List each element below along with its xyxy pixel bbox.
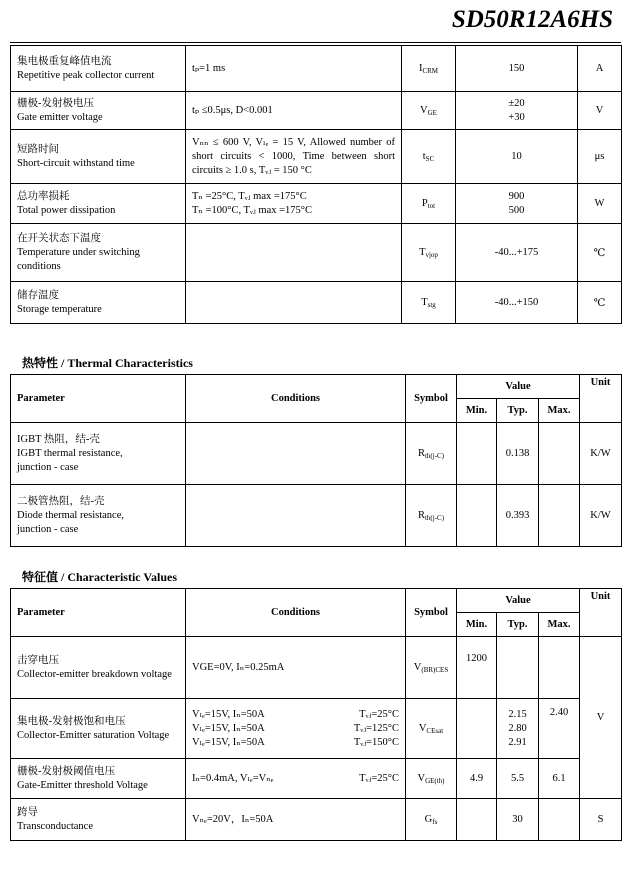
rating-row (11, 92, 622, 130)
rating-value: 10 (456, 130, 578, 184)
thermal-max (539, 485, 580, 547)
rating-symbol (402, 282, 456, 324)
rating-symbol-sub: CRM (422, 66, 439, 75)
condition-line (192, 722, 399, 736)
thermal-parameter (11, 485, 186, 547)
char-row (11, 799, 622, 841)
rating-symbol-base: t (422, 150, 426, 162)
thermal-col-unit: Unit (580, 375, 622, 423)
rating-unit: W (578, 184, 622, 224)
char-symbol (406, 637, 457, 699)
condition-text: Vₗₑ=15V, Iₙ=50A (192, 708, 265, 720)
characteristic-heading: 特征值 / Characteristic Values (22, 570, 177, 584)
char-typ: 2.15 2.80 2.91 (497, 699, 539, 759)
rating-row (11, 130, 622, 184)
char-conditions (186, 699, 406, 759)
condition-text: Iₙ=0.4mA, Vₗₑ=Vₙₑ (192, 772, 274, 784)
rating-symbol (402, 92, 456, 130)
char-max (539, 637, 580, 699)
char-typ: 30 (497, 799, 539, 841)
rating-symbol (402, 130, 456, 184)
thermal-max (539, 423, 580, 485)
rating-conditions: tₚ=1 ms (186, 46, 402, 92)
char-col-unit: Unit (580, 589, 622, 637)
rating-symbol-base: I (418, 62, 423, 74)
condition-text: Vₙₑ=20V，Iₙ=50A (192, 813, 274, 825)
char-symbol-sub: (BR)CES (421, 665, 449, 674)
param-cn: 集电极-发射极饱和电压 (17, 715, 126, 727)
param-en: Storage temperature (17, 303, 102, 315)
param-cn: 栅极-发射极阈值电压 (17, 765, 115, 777)
param-en: Gate emitter voltage (17, 111, 103, 123)
thermal-typ: 0.138 (497, 423, 539, 485)
param-en: Short-circuit withstand time (17, 157, 135, 169)
char-symbol-base: V (418, 722, 427, 734)
rating-parameter (11, 282, 186, 324)
rating-conditions (186, 282, 402, 324)
thermal-heading: 热特性 / Thermal Characteristics (22, 356, 193, 370)
thermal-col-symbol: Symbol (406, 375, 457, 423)
param-en: Transconductance (17, 820, 94, 832)
thermal-col-conditions: Conditions (186, 375, 406, 423)
char-col-symbol: Symbol (406, 589, 457, 637)
rating-parameter (11, 46, 186, 92)
rating-symbol-sub: tot (427, 201, 436, 210)
char-conditions (186, 799, 406, 841)
rating-value: ±20 +30 (456, 92, 578, 130)
rating-symbol-sub: stg (427, 300, 436, 309)
char-parameter (11, 699, 186, 759)
thermal-conditions (186, 423, 406, 485)
char-min (457, 699, 497, 759)
rating-row (11, 184, 622, 224)
thermal-col-value: Value (457, 375, 580, 399)
thermal-col-max: Max. (539, 399, 580, 423)
char-row (11, 759, 622, 799)
param-en: Temperature under switching conditions (17, 246, 140, 272)
thermal-table (10, 374, 622, 547)
rating-unit: A (578, 46, 622, 92)
char-symbol-sub: CEsat (426, 726, 444, 735)
rating-symbol-sub: vjop (425, 250, 438, 259)
thermal-col-parameter: Parameter (11, 375, 186, 423)
thermal-conditions (186, 485, 406, 547)
char-symbol (406, 799, 457, 841)
rating-symbol (402, 46, 456, 92)
rating-unit: μs (578, 130, 622, 184)
rating-row (11, 282, 622, 324)
rating-parameter (11, 184, 186, 224)
thermal-row (11, 423, 622, 485)
condition-text: Vₗₑ=15V, Iₙ=50A (192, 722, 265, 734)
char-typ (497, 637, 539, 699)
char-symbol-sub: GE(th) (425, 776, 445, 785)
char-col-parameter: Parameter (11, 589, 186, 637)
char-min: 4.9 (457, 759, 497, 799)
thermal-symbol (406, 423, 457, 485)
param-en: junction - case (17, 461, 79, 473)
thermal-col-typ: Typ. (497, 399, 539, 423)
rating-symbol-base: P (421, 197, 428, 209)
param-cn: 在开关状态下温度 (17, 232, 101, 244)
thermal-col-min: Min. (457, 399, 497, 423)
param-en: Collector-Emitter saturation Voltage (17, 729, 170, 741)
param-en: Diode thermal resistance, (17, 509, 124, 521)
param-cn: 总功率损耗 (17, 190, 70, 202)
condition-line (192, 661, 399, 675)
char-parameter (11, 759, 186, 799)
char-min (457, 799, 497, 841)
char-unit: S (580, 799, 622, 841)
char-row (11, 637, 622, 699)
rating-conditions (186, 224, 402, 282)
param-cn: 跨导 (17, 806, 38, 818)
char-parameter (11, 637, 186, 699)
rating-value: 150 (456, 46, 578, 92)
thermal-unit: K/W (580, 423, 622, 485)
param-cn: 二极管热阻，结-壳 (17, 495, 105, 507)
rating-symbol-sub: SC (425, 154, 435, 163)
condition-line (192, 736, 399, 750)
param-cn: 集电极重复峰值电流 (17, 55, 112, 67)
thermal-min (457, 423, 497, 485)
rating-unit: ℃ (578, 282, 622, 324)
rating-unit: V (578, 92, 622, 130)
char-unit-v: V (580, 637, 622, 799)
char-max: 2.40 (539, 699, 580, 759)
char-symbol-base: V (417, 772, 426, 784)
param-cn: 击穿电压 (17, 654, 59, 666)
thermal-symbol (406, 485, 457, 547)
thermal-symbol-sub: th(j-C) (424, 451, 445, 460)
char-parameter (11, 799, 186, 841)
title-rule (10, 42, 621, 43)
characteristic-table (10, 588, 622, 841)
param-cn: 短路时间 (17, 143, 59, 155)
char-symbol (406, 759, 457, 799)
param-cn: 储存温度 (17, 289, 59, 301)
param-cn: IGBT 热阻，结-壳 (17, 433, 100, 445)
param-cn: 栅极-发射极电压 (17, 97, 94, 109)
thermal-symbol-sub: th(j-C) (424, 513, 445, 522)
thermal-typ: 0.393 (497, 485, 539, 547)
rating-value: 900 500 (456, 184, 578, 224)
condition-line (192, 772, 399, 786)
rating-value: -40...+175 (456, 224, 578, 282)
condition-text: Vₗₑ=15V, Iₙ=50A (192, 736, 265, 748)
condition-temp: Tᵥⱼ=25°C (359, 772, 399, 784)
char-symbol-base: G (424, 813, 433, 825)
char-col-typ: Typ. (497, 613, 539, 637)
char-col-max: Max. (539, 613, 580, 637)
char-typ: 5.5 (497, 759, 539, 799)
thermal-unit: K/W (580, 485, 622, 547)
rating-symbol-base: T (419, 246, 426, 258)
param-en: Gate-Emitter threshold Voltage (17, 779, 148, 791)
rating-parameter (11, 130, 186, 184)
condition-line (192, 813, 399, 827)
condition-text: VGE=0V, Iₙ=0.25mA (192, 661, 285, 673)
rating-symbol-sub: GE (427, 108, 437, 117)
rating-symbol (402, 184, 456, 224)
char-col-min: Min. (457, 613, 497, 637)
rating-row (11, 46, 622, 92)
document-title: SD50R12A6HS (451, 6, 613, 33)
rating-row (11, 224, 622, 282)
rating-symbol-base: V (420, 104, 428, 116)
param-en: Total power dissipation (17, 204, 116, 216)
thermal-symbol-base: R (417, 447, 425, 459)
rating-symbol-base: T (421, 296, 428, 308)
char-max: 6.1 (539, 759, 580, 799)
rating-symbol (402, 224, 456, 282)
thermal-symbol-base: R (417, 509, 425, 521)
thermal-parameter (11, 423, 186, 485)
condition-temp: Tᵥⱼ=150°C (353, 736, 399, 748)
char-row (11, 699, 622, 759)
char-col-conditions: Conditions (186, 589, 406, 637)
condition-temp: Tᵥⱼ=25°C (359, 708, 399, 720)
rating-parameter (11, 224, 186, 282)
char-symbol (406, 699, 457, 759)
rating-unit: ℃ (578, 224, 622, 282)
param-en: junction - case (17, 523, 79, 535)
char-min: 1200 (457, 637, 497, 699)
char-conditions (186, 759, 406, 799)
rating-value: -40...+150 (456, 282, 578, 324)
char-symbol-base: V (413, 661, 422, 673)
rating-conditions: tₚ ≤0.5μs, D<0.001 (186, 92, 402, 130)
param-en: Collector-emitter breakdown voltage (17, 668, 172, 680)
char-max (539, 799, 580, 841)
thermal-min (457, 485, 497, 547)
param-en: IGBT thermal resistance, (17, 447, 123, 459)
rating-parameter (11, 92, 186, 130)
condition-line (192, 708, 399, 722)
param-en: Repetitive peak collector current (17, 69, 155, 81)
char-conditions (186, 637, 406, 699)
max-ratings-table (10, 45, 622, 324)
char-symbol-sub: fs (432, 817, 438, 826)
thermal-row (11, 485, 622, 547)
rating-conditions: Tₙ =25°C, Tᵥⱼ max =175°C Tₙ =100°C, Tᵥⱼ max =175°C (186, 184, 402, 224)
char-col-value: Value (457, 589, 580, 613)
rating-conditions: Vₙₙ ≤ 600 V, Vₗₑ = 15 V, Allowed number of short circuits < 1000, Time between short circuits ≥ 1.0 s, Tᵥⱼ = 150 °C (186, 130, 402, 184)
condition-temp: Tᵥⱼ=125°C (353, 722, 399, 734)
